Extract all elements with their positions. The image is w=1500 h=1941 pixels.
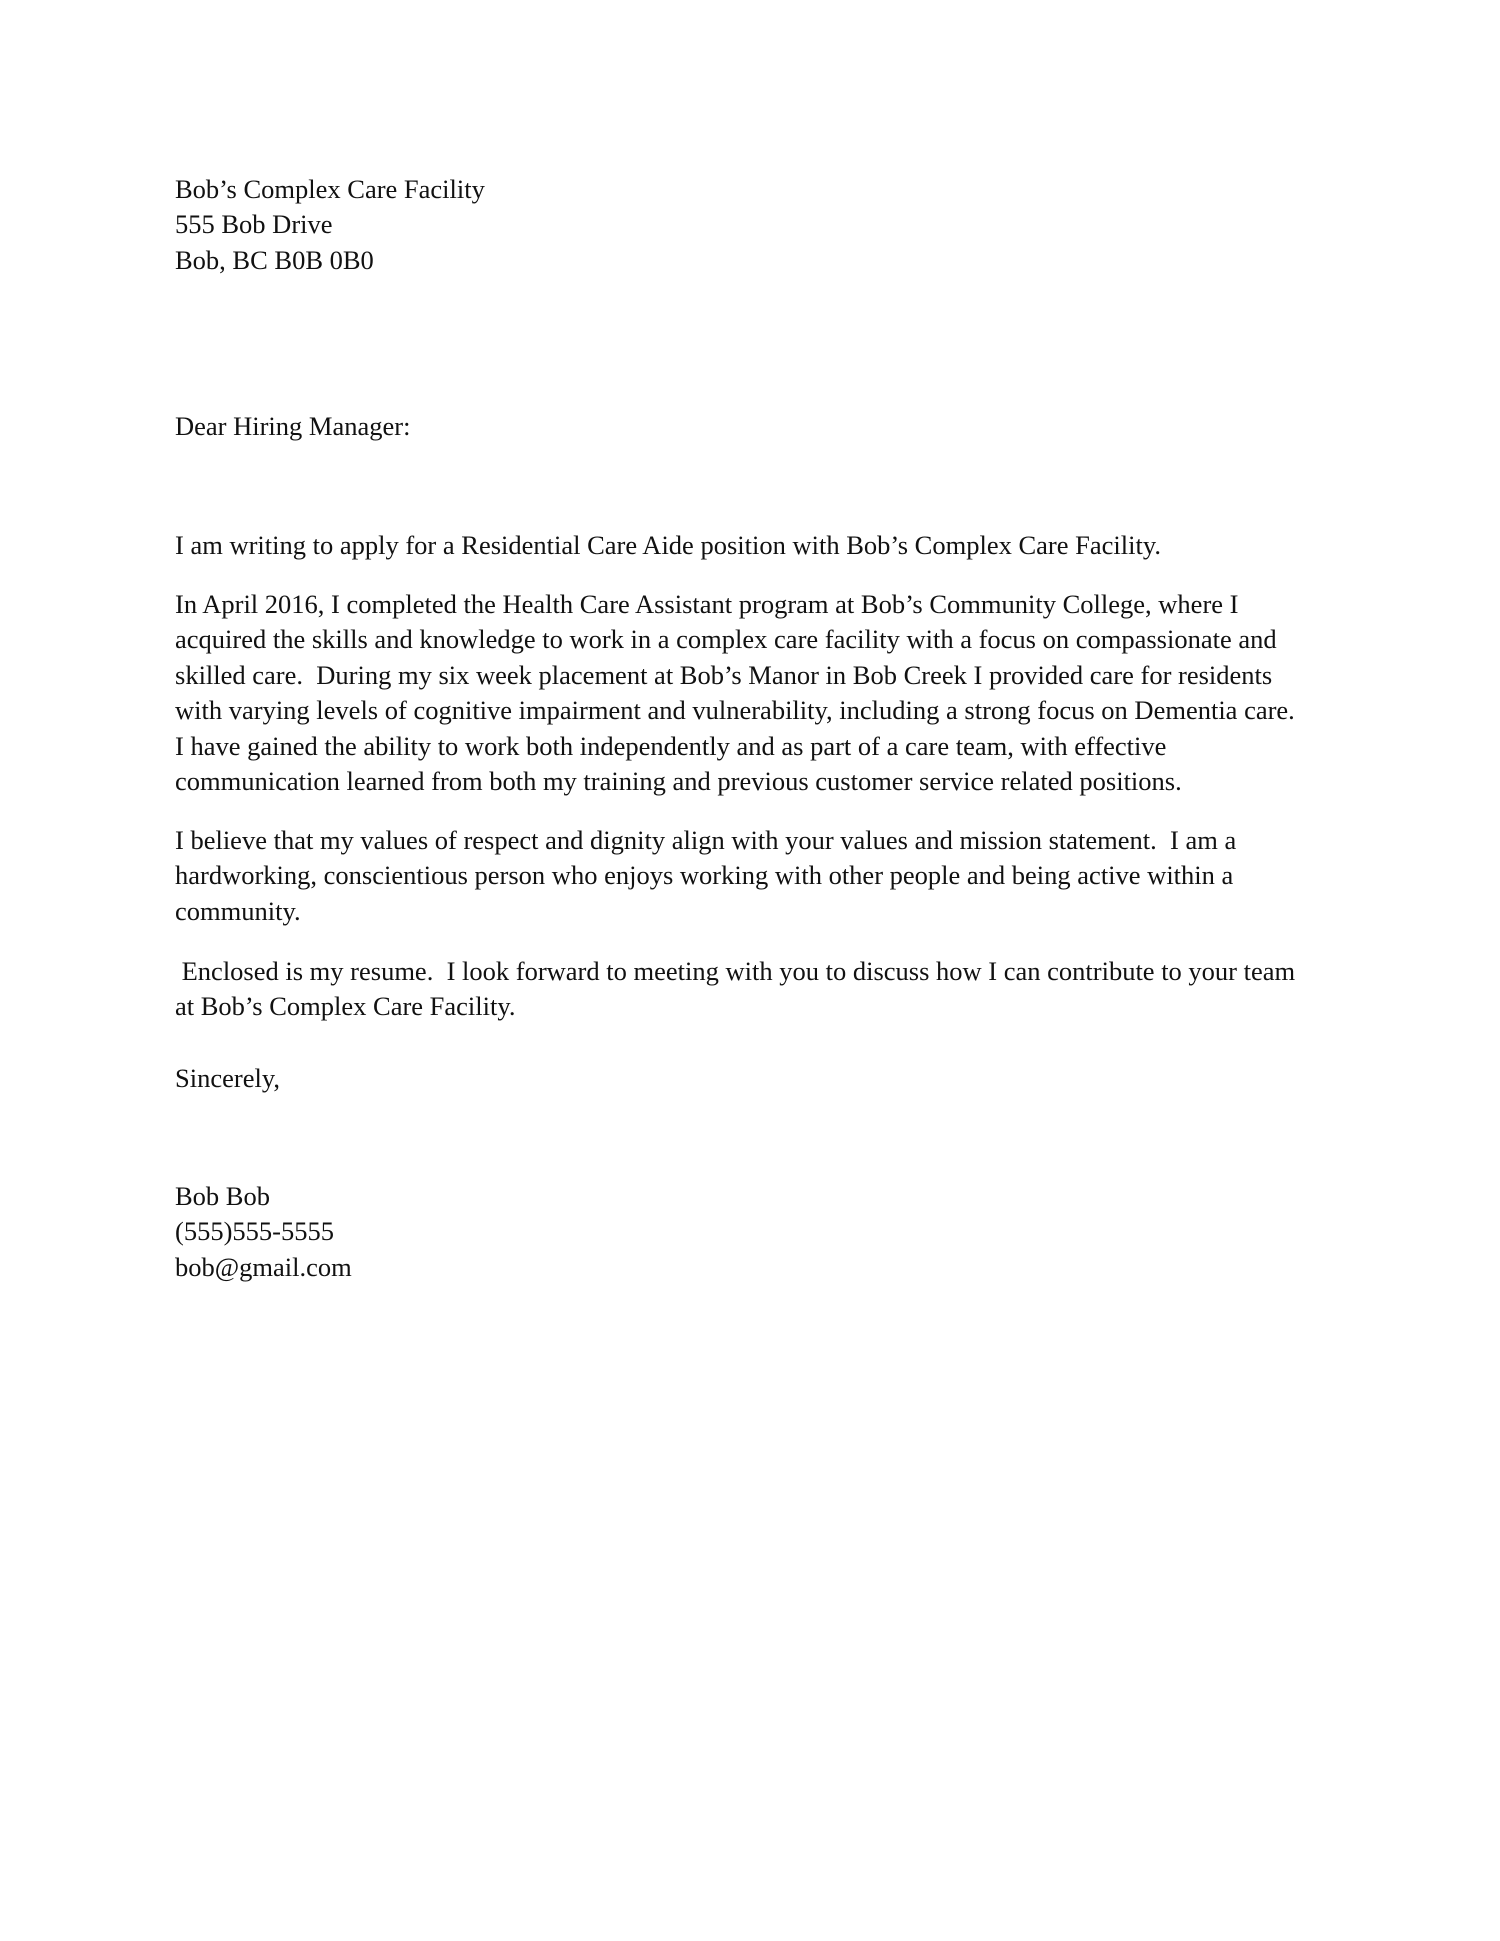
signature-name: Bob Bob <box>175 1181 270 1211</box>
closing: Sincerely, <box>175 1063 280 1093</box>
paragraph-line: communication learned from both my training and previous customer service related positions. <box>175 766 1182 797</box>
paragraph-3 <box>175 823 1325 929</box>
recipient-name: Bob’s Complex Care Facility <box>175 174 485 204</box>
paragraph-line: I am writing to apply for a Residential Care Aide position with Bob’s Complex Care Facility. <box>175 530 1161 560</box>
paragraph-1 <box>175 528 1325 563</box>
salutation: Dear Hiring Manager: <box>175 411 411 441</box>
paragraph-line: Enclosed is my resume. I look forward to meeting with you to discuss how I can contribute to your team <box>175 956 1296 986</box>
recipient-address <box>175 172 1325 278</box>
paragraph-line: with varying levels of cognitive impairment and vulnerability, including a strong focus on Dementia care. <box>175 695 1295 726</box>
paragraph-4 <box>175 954 1325 1025</box>
recipient-city: Bob, BC B0B 0B0 <box>175 244 374 275</box>
paragraph-line: In April 2016, I completed the Health Care Assistant program at Bob’s Community College, where I <box>175 589 1239 619</box>
paragraph-line: community. <box>175 895 301 926</box>
paragraph-line: acquired the skills and knowledge to work in a complex care facility with a focus on compassionate and <box>175 624 1277 655</box>
paragraph-line: I have gained the ability to work both independently and as part of a care team, with effective <box>175 730 1167 761</box>
paragraph-2 <box>175 587 1325 799</box>
signature-block <box>175 1179 1325 1285</box>
paragraph-line: hardworking, conscientious person who enjoys working with other people and being active within a <box>175 860 1234 891</box>
paragraph-line: I believe that my values of respect and dignity align with your values and mission statement. I am a <box>175 825 1237 855</box>
recipient-street: 555 Bob Drive <box>175 209 333 240</box>
signature-phone: (555)555-5555 <box>175 1216 334 1247</box>
paragraph-line: at Bob’s Complex Care Facility. <box>175 991 516 1022</box>
paragraph-line: skilled care. During my six week placement at Bob’s Manor in Bob Creek I provided care for residents <box>175 659 1273 690</box>
signature-email: bob@gmail.com <box>175 1251 352 1282</box>
